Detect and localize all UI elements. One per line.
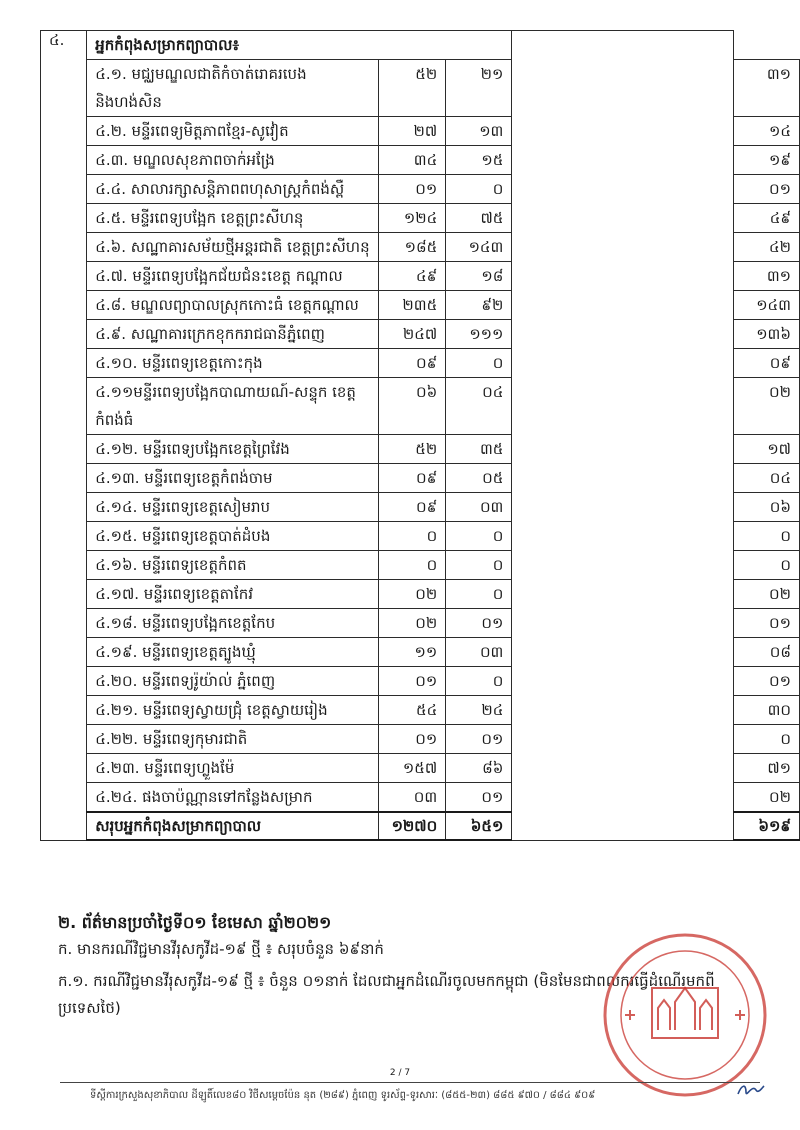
row-male: ០៣ — [446, 493, 512, 522]
row-female: ០៨ — [733, 638, 799, 667]
row-female: ៣១ — [733, 262, 799, 291]
row-female: ០១ — [733, 175, 799, 204]
row-female: ០១ — [733, 667, 799, 696]
row-male: ០៥ — [446, 464, 512, 493]
row-female: ៣១ — [733, 60, 799, 117]
row-male: ៣៥ — [446, 435, 512, 464]
row-female: ០១ — [733, 609, 799, 638]
row-total: ០២ — [379, 580, 446, 609]
row-male: ០១ — [446, 609, 512, 638]
row-total: ០៩ — [379, 464, 446, 493]
row-female: ០២ — [733, 378, 799, 435]
row-name: ៤.១២. មន្ទីរពេទ្យបង្អែកខេត្តព្រៃវែង — [87, 435, 379, 464]
total-all: ១២៧០ — [379, 812, 446, 840]
row-male: ២៤ — [446, 696, 512, 725]
row-female: ១៤៣ — [733, 291, 799, 320]
row-name: ៤.១៥. មន្ទីរពេទ្យខេត្តបាត់ដំបង — [87, 522, 379, 551]
total-label: សរុបអ្នកកំពុងសម្រាកព្យាបាល — [87, 812, 379, 840]
row-male: ០ — [446, 522, 512, 551]
footer-divider — [60, 1082, 760, 1083]
row-name: ៤.១០. មន្ទីរពេទ្យខេត្តកោះកុង — [87, 349, 379, 378]
row-name: ៤.២. មន្ទីរពេទ្យមិត្តភាពខ្មែរ-សូវៀត — [87, 117, 379, 146]
row-male: ០ — [446, 580, 512, 609]
row-male: ១១១ — [446, 320, 512, 349]
section-title: អ្នកកំពុងសម្រាកព្យាបាល៖ — [87, 31, 512, 60]
row-male: ១៥ — [446, 146, 512, 175]
row-total: ១៨៥ — [379, 233, 446, 262]
row-name: ៤.៨. មណ្ឌលព្យាបាលស្រុកកោះធំ ខេត្តកណ្តាល — [87, 291, 379, 320]
notes-column — [512, 31, 733, 841]
row-total: ០៩ — [379, 493, 446, 522]
row-name: ៤.១. មជ្ឈមណ្ឌលជាតិកំចាត់រោគរបេង និងហង់សិន — [87, 60, 379, 117]
row-total: ១២៤ — [379, 204, 446, 233]
row-male: ១៨ — [446, 262, 512, 291]
row-female: ០២ — [733, 580, 799, 609]
row-total: ៤៩ — [379, 262, 446, 291]
row-total: ១១ — [379, 638, 446, 667]
row-male: ២១ — [446, 60, 512, 117]
row-name: ៤.១៤. មន្ទីរពេទ្យខេត្តសៀមរាប — [87, 493, 379, 522]
section-header-row — [41, 31, 800, 60]
row-male: ០ — [446, 551, 512, 580]
row-total: ០១ — [379, 725, 446, 754]
row-total: ៥៤ — [379, 696, 446, 725]
page-number: 2 / 7 — [389, 1068, 411, 1078]
row-name: ៤.២៤. ផងចាប៉ណ្ណានទៅកន្លែងសម្រាក — [87, 783, 379, 813]
row-total: ២៣៥ — [379, 291, 446, 320]
row-total: ១៥៧ — [379, 754, 446, 783]
row-name: ៤.១១មន្ទីរពេទ្យបង្អែកបាណាយណ៍-សន្ទុក ខេត្តកំពង់ធំ — [87, 378, 379, 435]
row-female: ១៣៦ — [733, 320, 799, 349]
row-total: ០ — [379, 522, 446, 551]
row-name: ៤.១៦. មន្ទីរពេទ្យខេត្តកំពត — [87, 551, 379, 580]
row-male: ០៣ — [446, 638, 512, 667]
row-total: ០២ — [379, 609, 446, 638]
row-male: ៩២ — [446, 291, 512, 320]
row-male: ០ — [446, 175, 512, 204]
row-male: ០ — [446, 667, 512, 696]
row-name: ៤.២៣. មន្ទីរពេទ្យហ្លួងម៉ែ — [87, 754, 379, 783]
row-female: ០៩ — [733, 349, 799, 378]
row-name: ៤.៩. សណ្ឋាគារក្រេកខុកករាជធានីភ្នំពេញ — [87, 320, 379, 349]
row-name: ៤.២១. មន្ទីរពេទ្យស្វាយជ្រុំ ខេត្តស្វាយរៀង — [87, 696, 379, 725]
row-name: ៤.៣. មណ្ឌលសុខភាពចាក់អង្រែ — [87, 146, 379, 175]
row-female: ៣០ — [733, 696, 799, 725]
signature-icon — [736, 1080, 766, 1100]
row-total: ០៩ — [379, 349, 446, 378]
row-total: ០៣ — [379, 783, 446, 813]
row-male: ០១ — [446, 783, 512, 813]
row-name: ៤.១៧. មន្ទីរពេទ្យខេត្តតាកែវ — [87, 580, 379, 609]
row-name: ៤.២០. មន្ទីរពេទ្យរ៉ូយ៉ាល់ ភ្នំពេញ — [87, 667, 379, 696]
row-male: ៨៦ — [446, 754, 512, 783]
row-total: ០១ — [379, 667, 446, 696]
row-total: ៥២ — [379, 60, 446, 117]
row-female: ០ — [733, 522, 799, 551]
row-name: ៤.៥. មន្ទីរពេទ្យបង្អែក ខេត្តព្រះសីហនុ — [87, 204, 379, 233]
row-male: ៧៥ — [446, 204, 512, 233]
patients-table — [40, 30, 800, 841]
row-name: ៤.៧. មន្ទីរពេទ្យបង្អែកជ័យជំនះខេត្ត កណ្តាល — [87, 262, 379, 291]
section-number: ៤. — [41, 31, 87, 841]
row-total: ៣៤ — [379, 146, 446, 175]
row-female: ១៩ — [733, 146, 799, 175]
total-male: ៦៥១ — [446, 812, 512, 840]
row-female: ១៤ — [733, 117, 799, 146]
row-total: ៥២ — [379, 435, 446, 464]
row-female: ០៦ — [733, 493, 799, 522]
row-male: ០៤ — [446, 378, 512, 435]
row-name: ៤.២២. មន្ទីរពេទ្យកុមារជាតិ — [87, 725, 379, 754]
section2-line2: ក.១. ករណីវិជ្ជមានវីរុសកូវីដ-១៩ ថ្មី ៖ ចំនួន ០១នាក់ ដែលជាអ្នកដំណើរចូលមកកម្ពុជា (មិនមែនជាពលករធ្វើដំណើរមកពីប្រទេសថៃ) — [58, 972, 715, 1017]
row-male: ០ — [446, 349, 512, 378]
row-female: ៧១ — [733, 754, 799, 783]
row-total: ២៤៧ — [379, 320, 446, 349]
row-female: ០២ — [733, 783, 799, 813]
row-male: ១៤៣ — [446, 233, 512, 262]
row-total: ០ — [379, 551, 446, 580]
row-female: ១៧ — [733, 435, 799, 464]
row-female: ០ — [733, 551, 799, 580]
row-name: ៤.៤. សាលារក្សាសន្តិភាពពហុសាស្ត្រកំពង់ស្ពឺ — [87, 175, 379, 204]
row-male: ១៣ — [446, 117, 512, 146]
section2-title: ២. ព័ត៌មានប្រចាំថ្ងៃទី០១ ខែមេសា ឆ្នាំ២០២១ — [58, 913, 332, 932]
row-name: ៤.៦. សណ្ឋាគារសម័យថ្មីអន្តរជាតិ ខេត្តព្រះសីហនុ — [87, 233, 379, 262]
total-female: ៦១៩ — [733, 812, 799, 840]
footer-address: ទីស្តីការក្រសួងសុខាភិបាល ដីឡូតិ៍លេខ៨០ វិថីសម្តេចប៉ែន នុត (២៨៩) ភ្នំពេញ ទូរស័ព្ទ-ទូរសារៈ (៨៥៥-២៣) ៨៨៥ ៩៧០ / ៨៨៤ ៩០៩ — [90, 1090, 596, 1101]
row-total: ០១ — [379, 175, 446, 204]
row-male: ០១ — [446, 725, 512, 754]
row-name: ៤.១៣. មន្ទីរពេទ្យខេត្តកំពង់ចាម — [87, 464, 379, 493]
row-female: ៤៩ — [733, 204, 799, 233]
row-total: ២៧ — [379, 117, 446, 146]
row-name: ៤.១៩. មន្ទីរពេទ្យខេត្តត្បូងឃ្មុំ — [87, 638, 379, 667]
row-female: ៤២ — [733, 233, 799, 262]
row-total: ០៦ — [379, 378, 446, 435]
row-name: ៤.១៨. មន្ទីរពេទ្យបង្អែកខេត្តកែប — [87, 609, 379, 638]
section2-line1: ក. មានករណីវិជ្ជមានវីរុសកូវីដ-១៩ ថ្មី ៖ សរុបចំនួន ៦៩នាក់ — [58, 940, 384, 958]
row-female: ០៤ — [733, 464, 799, 493]
row-female: ០ — [733, 725, 799, 754]
